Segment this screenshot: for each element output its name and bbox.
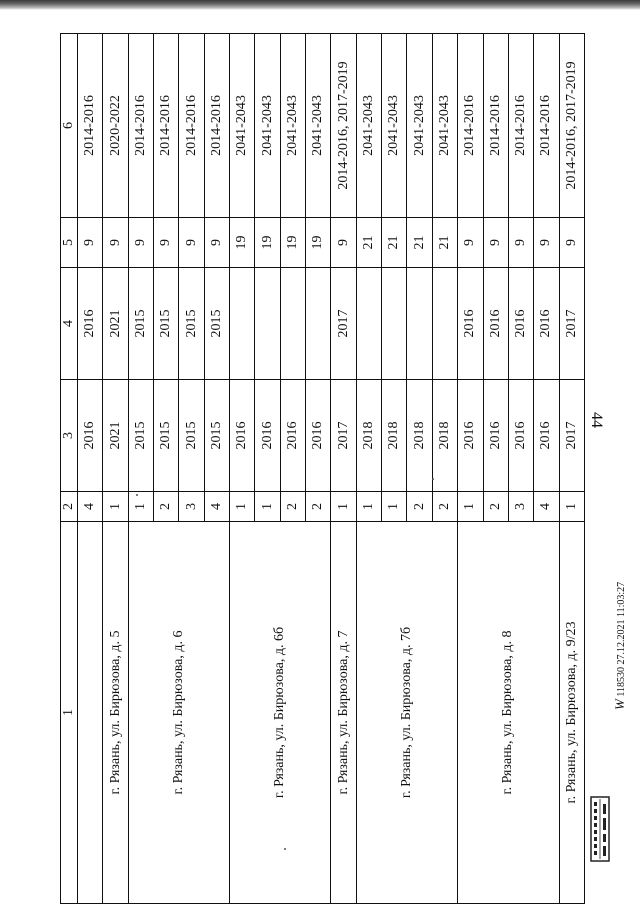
cell-c6: 2014-2016, 2017-2019: [559, 34, 584, 218]
cell-c6: 2014-2016: [128, 34, 153, 218]
cell-c5: 9: [331, 218, 356, 268]
cell-c4: 2016: [78, 268, 103, 380]
cell-c4: 2016: [508, 268, 533, 380]
cell-c6: 2014-2016: [154, 34, 179, 218]
registration-glyph: W: [612, 699, 627, 710]
scan-speck: [136, 494, 138, 496]
cell-c2: 2: [407, 492, 432, 522]
cell-c6: 2014-2016: [534, 34, 559, 218]
cell-c6: 2041-2043: [382, 34, 407, 218]
cell-c4: [306, 268, 331, 380]
cell-c5: 9: [483, 218, 508, 268]
cell-c5: 9: [78, 218, 103, 268]
cell-c5: 9: [458, 218, 483, 268]
table-row: [458, 34, 483, 904]
cell-c3: 2015: [154, 380, 179, 492]
table-row: [331, 34, 356, 904]
cell-c3: 2018: [382, 380, 407, 492]
cell-c6: 2041-2043: [306, 34, 331, 218]
cell-c4: [255, 268, 280, 380]
table-row: [103, 34, 128, 904]
cell-c2: 1: [230, 492, 255, 522]
cell-c2: 2: [432, 492, 457, 522]
cell-c3: 2016: [534, 380, 559, 492]
header-row: [61, 34, 78, 904]
cell-c2: 1: [103, 492, 128, 522]
cell-c4: 2015: [179, 268, 204, 380]
cell-c2: 1: [255, 492, 280, 522]
cell-c5: 9: [103, 218, 128, 268]
cell-c2: 2: [306, 492, 331, 522]
column-header: 6: [61, 34, 78, 218]
cell-c3: 2018: [432, 380, 457, 492]
cell-c3: 2016: [458, 380, 483, 492]
registration-text: 118530 27.12.2021 11:03:27: [616, 581, 627, 697]
table-row: [230, 34, 255, 904]
address-cell: г. Рязань, ул. Бирюзова, д. 5: [103, 522, 128, 904]
cell-c3: 2016: [78, 380, 103, 492]
cell-c3: 2016: [230, 380, 255, 492]
cell-c6: 2014-2016: [179, 34, 204, 218]
cell-c5: 21: [432, 218, 457, 268]
cell-c3: 2016: [508, 380, 533, 492]
cell-c2: 2: [483, 492, 508, 522]
cell-c3: 2015: [128, 380, 153, 492]
cell-c6: 2014-2016: [458, 34, 483, 218]
cell-c3: 2018: [356, 380, 381, 492]
cell-c6: 2014-2016, 2017-2019: [331, 34, 356, 218]
table-wrapper: [60, 34, 585, 904]
scan-speck: [432, 478, 434, 480]
address-cell: [78, 522, 103, 904]
cell-c2: 1: [382, 492, 407, 522]
cell-c3: 2016: [255, 380, 280, 492]
cell-c4: [382, 268, 407, 380]
cell-c3: 2016: [483, 380, 508, 492]
address-cell: г. Рязань, ул. Бирюзова, д. 8: [458, 522, 559, 904]
column-header: 1: [61, 522, 78, 904]
cell-c4: 2015: [154, 268, 179, 380]
cell-c6: 2020-2022: [103, 34, 128, 218]
address-cell: г. Рязань, ул. Бирюзова, д. 6б: [230, 522, 331, 904]
cell-c5: 9: [179, 218, 204, 268]
cell-c4: 2015: [204, 268, 229, 380]
cell-c5: 9: [508, 218, 533, 268]
cell-c5: 9: [204, 218, 229, 268]
cell-c4: 2017: [331, 268, 356, 380]
cell-c3: 2015: [204, 380, 229, 492]
cell-c4: 2021: [103, 268, 128, 380]
cell-c4: 2015: [128, 268, 153, 380]
column-header: 2: [61, 492, 78, 522]
cell-c3: 2015: [179, 380, 204, 492]
cell-c5: 21: [356, 218, 381, 268]
cell-c6: 2041-2043: [230, 34, 255, 218]
address-cell: г. Рязань, ул. Бирюзова, д. 6: [128, 522, 229, 904]
cell-c5: 9: [154, 218, 179, 268]
cell-c3: 2017: [331, 380, 356, 492]
data-table: [60, 33, 585, 904]
cell-c2: 1: [458, 492, 483, 522]
cell-c6: 2041-2043: [356, 34, 381, 218]
cell-c4: 2016: [534, 268, 559, 380]
cell-c2: 3: [508, 492, 533, 522]
cell-c2: 1: [331, 492, 356, 522]
column-header: 4: [61, 268, 78, 380]
address-cell: г. Рязань, ул. Бирюзова, д. 7: [331, 522, 356, 904]
cell-c6: 2041-2043: [255, 34, 280, 218]
cell-c2: 2: [154, 492, 179, 522]
cell-c6: 2041-2043: [432, 34, 457, 218]
address-cell: г. Рязань, ул. Бирюзова, д. 9/23: [559, 522, 584, 904]
cell-c6: 2041-2043: [407, 34, 432, 218]
scan-speck: [284, 848, 286, 850]
address-cell: г. Рязань, ул. Бирюзова, д. 7б: [356, 522, 457, 904]
cell-c4: [280, 268, 305, 380]
cell-c5: 21: [382, 218, 407, 268]
cell-c3: 2016: [306, 380, 331, 492]
cell-c4: 2017: [559, 268, 584, 380]
cell-c6: 2014-2016: [78, 34, 103, 218]
cell-c4: [356, 268, 381, 380]
cell-c5: 19: [230, 218, 255, 268]
cell-c2: 2: [280, 492, 305, 522]
cell-c2: 4: [204, 492, 229, 522]
signature-stamp: [590, 796, 610, 862]
cell-c2: 1: [128, 492, 153, 522]
cell-c2: 1: [559, 492, 584, 522]
cell-c6: 2041-2043: [280, 34, 305, 218]
cell-c4: 2016: [483, 268, 508, 380]
cell-c4: [432, 268, 457, 380]
cell-c2: 1: [356, 492, 381, 522]
cell-c4: [407, 268, 432, 380]
cell-c6: 2014-2016: [508, 34, 533, 218]
cell-c3: 2016: [280, 380, 305, 492]
cell-c5: 19: [255, 218, 280, 268]
table-row: [128, 34, 153, 904]
stamp-icon: [590, 796, 610, 862]
cell-c4: [230, 268, 255, 380]
cell-c3: 2018: [407, 380, 432, 492]
cell-c5: 19: [280, 218, 305, 268]
cell-c2: 4: [78, 492, 103, 522]
column-header: 5: [61, 218, 78, 268]
cell-c3: 2017: [559, 380, 584, 492]
cell-c6: 2014-2016: [483, 34, 508, 218]
table-row: [78, 34, 103, 904]
page-number: 44: [588, 412, 605, 428]
table-row: [356, 34, 381, 904]
cell-c4: 2016: [458, 268, 483, 380]
cell-c5: 9: [559, 218, 584, 268]
cell-c2: 4: [534, 492, 559, 522]
registration-line: [612, 582, 628, 710]
scan-edge: [0, 0, 640, 10]
table-row: [559, 34, 584, 904]
cell-c5: 19: [306, 218, 331, 268]
cell-c5: 9: [128, 218, 153, 268]
cell-c2: 3: [179, 492, 204, 522]
cell-c5: 9: [534, 218, 559, 268]
cell-c6: 2014-2016: [204, 34, 229, 218]
column-header: 3: [61, 380, 78, 492]
cell-c5: 21: [407, 218, 432, 268]
cell-c3: 2021: [103, 380, 128, 492]
